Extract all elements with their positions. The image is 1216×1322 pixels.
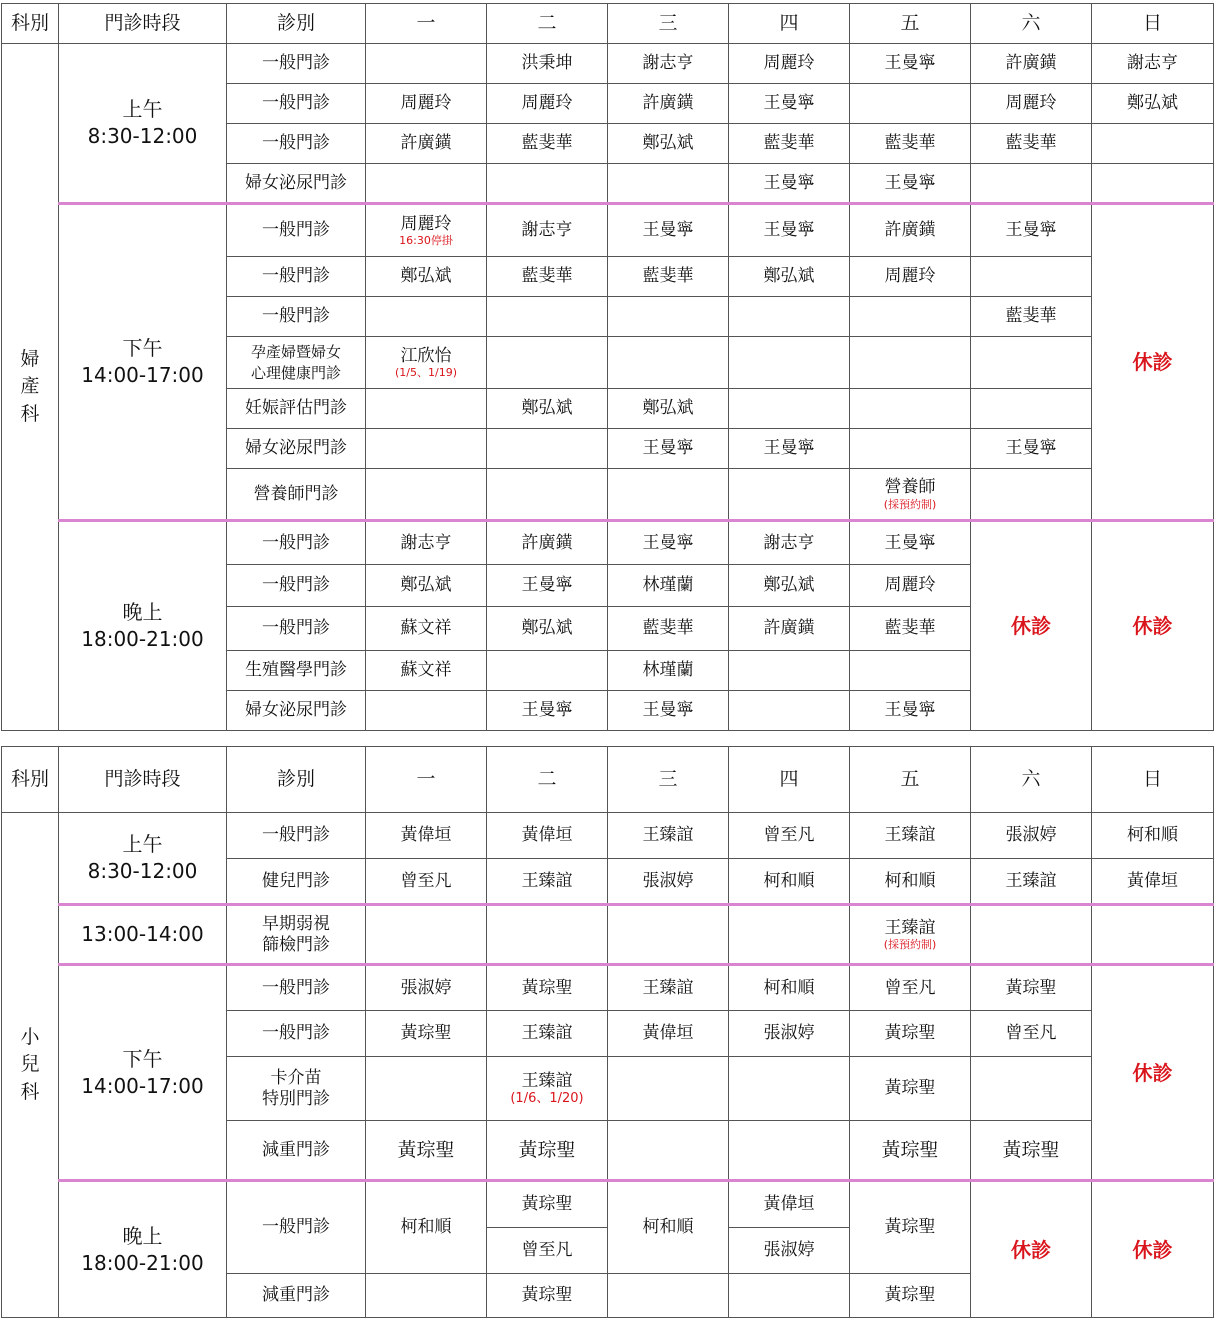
doctor-cell: 王曼寧 (729, 204, 850, 257)
doctor-cell (487, 905, 608, 965)
doctor-cell (729, 651, 850, 691)
doctor-cell: 謝志亨 (487, 204, 608, 257)
doctor-cell: 黃偉垣 (366, 813, 487, 859)
doctor-cell: 鄭弘斌 (487, 389, 608, 429)
clinic-type: 健兒門診 (227, 859, 366, 905)
doctor-cell: 周麗玲 (366, 84, 487, 124)
doctor-cell: 江欣怡 (1/5、1/19) (366, 337, 487, 389)
doctor-cell: 林瑾蘭 (608, 565, 729, 607)
doctor-cell (487, 164, 608, 204)
closed-cell: 休診 (1092, 965, 1214, 1181)
doctor-cell: 周麗玲 (971, 84, 1092, 124)
header-fri: 五 (850, 4, 971, 44)
header-sat: 六 (971, 747, 1092, 813)
doctor-cell: 黃琮聖 (850, 1057, 971, 1121)
doctor-cell: 柯和順 (729, 965, 850, 1011)
period-cell: 晚上 18:00-21:00 (59, 1181, 227, 1318)
doctor-cell: 柯和順 (608, 1181, 729, 1274)
doctor-cell: 王臻誼 (1/6、1/20) (487, 1057, 608, 1121)
doctor-cell: 藍斐華 (487, 124, 608, 164)
doctor-cell (608, 1057, 729, 1121)
header-period: 門診時段 (59, 747, 227, 813)
period-cell: 晚上 18:00-21:00 (59, 521, 227, 731)
doctor-cell (487, 337, 608, 389)
doctor-cell: 曾至凡 (487, 1227, 607, 1273)
clinic-type: 一般門診 (227, 84, 366, 124)
header-tue: 二 (487, 4, 608, 44)
doctor-cell (729, 297, 850, 337)
doctor-cell: 蘇文祥 (366, 607, 487, 651)
doctor-cell (487, 469, 608, 521)
doctor-cell: 王曼寧 (850, 691, 971, 731)
doctor-cell: 黃琮聖 (366, 1011, 487, 1057)
doctor-cell (608, 905, 729, 965)
doctor-cell (729, 905, 850, 965)
clinic-type: 生殖醫學門診 (227, 651, 366, 691)
header-row (2, 4, 1214, 44)
doctor-cell: 藍斐華 (971, 124, 1092, 164)
doctor-cell: 王曼寧 (608, 691, 729, 731)
doctor-cell: 鄭弘斌 (1092, 84, 1214, 124)
header-wed: 三 (608, 747, 729, 813)
doctor-cell (971, 164, 1092, 204)
note: (採預約制) (883, 938, 937, 952)
header-row (2, 747, 1214, 813)
doctor-cell: 柯和順 (850, 859, 971, 905)
doctor-cell: 周麗玲 (850, 565, 971, 607)
doctor-cell (366, 1057, 487, 1121)
clinic-type: 減重門診 (227, 1274, 366, 1318)
doctor-cell: 柯和順 (729, 859, 850, 905)
doctor-cell (729, 389, 850, 429)
doctor-cell: 謝志亨 (366, 521, 487, 565)
note: (採預約制) (883, 497, 937, 511)
doctor-cell (729, 337, 850, 389)
clinic-type: 婦女泌尿門診 (227, 164, 366, 204)
note: (1/5、1/19) (395, 366, 457, 380)
table-row (2, 813, 1214, 859)
doctor-cell: 周麗玲 16:30停掛 (366, 204, 487, 257)
doctor-cell: 王臻誼 (487, 859, 608, 905)
doctor-cell: 藍斐華 (729, 124, 850, 164)
header-mon: 一 (366, 747, 487, 813)
clinic-type: 一般門診 (227, 607, 366, 651)
doctor-cell: 張淑婷 (366, 965, 487, 1011)
clinic-type: 一般門診 (227, 204, 366, 257)
doctor-cell: 周麗玲 (729, 44, 850, 84)
doctor-cell: 許廣鐄 (850, 204, 971, 257)
doctor-cell (608, 337, 729, 389)
doctor-cell (971, 389, 1092, 429)
doctor-cell: 許廣鐄 (729, 607, 850, 651)
closed-cell: 休診 (1092, 1181, 1214, 1318)
doctor-cell-split (487, 1181, 608, 1274)
doctor-cell: 黃琮聖 (850, 1121, 971, 1181)
clinic-type: 婦女泌尿門診 (227, 691, 366, 731)
doctor-cell (487, 651, 608, 691)
doctor-cell: 黃琮聖 (850, 1274, 971, 1318)
doctor-cell (971, 469, 1092, 521)
clinic-type: 一般門診 (227, 521, 366, 565)
note: (1/6、1/20) (510, 1090, 584, 1106)
doctor-cell: 黃偉垣 (487, 813, 608, 859)
doctor-cell (608, 297, 729, 337)
doctor-cell: 張淑婷 (729, 1227, 849, 1273)
header-fri: 五 (850, 747, 971, 813)
period-cell: 13:00-14:00 (59, 905, 227, 965)
doctor-cell: 王曼寧 (487, 691, 608, 731)
doctor-cell: 許廣鐄 (608, 84, 729, 124)
note: 16:30停掛 (399, 234, 453, 248)
doctor-cell: 黃琮聖 (487, 1274, 608, 1318)
doctor-cell: 王臻誼 (608, 813, 729, 859)
doctor-cell: 王曼寧 (608, 429, 729, 469)
doctor-cell: 黃琮聖 (521, 1194, 573, 1215)
doctor-cell (971, 1057, 1092, 1121)
doctor-cell (487, 297, 608, 337)
closed-cell: 休診 (971, 521, 1092, 731)
doctor-cell: 黃偉垣 (1092, 859, 1214, 905)
doctor-cell: 王臻誼 (850, 813, 971, 859)
clinic-type: 營養師門診 (227, 469, 366, 521)
doctor-cell (366, 44, 487, 84)
header-sat: 六 (971, 4, 1092, 44)
doctor-cell: 鄭弘斌 (729, 257, 850, 297)
doctor-cell: 曾至凡 (971, 1011, 1092, 1057)
clinic-type: 一般門診 (227, 1181, 366, 1274)
doctor-cell: 王曼寧 (850, 164, 971, 204)
doctor-cell: 藍斐華 (850, 607, 971, 651)
doctor-cell (850, 389, 971, 429)
header-thu: 四 (729, 4, 850, 44)
clinic-type: 一般門診 (227, 44, 366, 84)
doctor-cell: 藍斐華 (608, 257, 729, 297)
doctor-cell (850, 651, 971, 691)
doctor-cell: 林瑾蘭 (608, 651, 729, 691)
doctor-cell: 黃琮聖 (850, 1011, 971, 1057)
doctor-cell: 鄭弘斌 (487, 607, 608, 651)
doctor-cell (850, 429, 971, 469)
doctor-cell: 王曼寧 (608, 521, 729, 565)
doctor-cell: 柯和順 (366, 1181, 487, 1274)
doctor-cell (971, 257, 1092, 297)
clinic-type: 一般門診 (227, 565, 366, 607)
doctor-cell (608, 1121, 729, 1181)
header-type: 診別 (227, 747, 366, 813)
doctor-cell: 曾至凡 (850, 965, 971, 1011)
doctor-cell: 藍斐華 (608, 607, 729, 651)
doctor-cell: 藍斐華 (487, 257, 608, 297)
doctor-cell: 周麗玲 (487, 84, 608, 124)
doctor-cell (366, 429, 487, 469)
doctor-cell: 藍斐華 (971, 297, 1092, 337)
doctor-cell: 黃琮聖 (850, 1181, 971, 1274)
clinic-type: 妊娠評估門診 (227, 389, 366, 429)
doctor-cell (608, 1274, 729, 1318)
doctor-cell: 謝志亨 (608, 44, 729, 84)
clinic-type: 婦女泌尿門診 (227, 429, 366, 469)
doctor-cell: 藍斐華 (850, 124, 971, 164)
table-row (2, 1181, 1214, 1274)
doctor-cell (1092, 124, 1214, 164)
doctor-cell (729, 691, 850, 731)
clinic-type: 一般門診 (227, 257, 366, 297)
header-dept: 科別 (2, 4, 59, 44)
doctor-cell (608, 164, 729, 204)
header-dept: 科別 (2, 747, 59, 813)
doctor-cell: 黃偉垣 (608, 1011, 729, 1057)
header-mon: 一 (366, 4, 487, 44)
doctor-cell (850, 84, 971, 124)
doctor-cell (366, 469, 487, 521)
doctor-cell: 營養師 (採預約制) (850, 469, 971, 521)
header-type: 診別 (227, 4, 366, 44)
doctor-cell: 王曼寧 (487, 565, 608, 607)
table-row (2, 965, 1214, 1011)
doctor-cell: 周麗玲 (850, 257, 971, 297)
doctor-cell (729, 1121, 850, 1181)
doctor-cell: 王臻誼 (608, 965, 729, 1011)
closed-cell: 休診 (1092, 521, 1214, 731)
doctor-cell (366, 691, 487, 731)
doctor-cell: 王曼寧 (729, 84, 850, 124)
clinic-type: 早期弱視 篩檢門診 (227, 905, 366, 965)
doctor-cell (729, 1057, 850, 1121)
obgyn-schedule-table (1, 3, 1214, 731)
doctor-cell: 鄭弘斌 (608, 124, 729, 164)
clinic-type: 一般門診 (227, 1011, 366, 1057)
period-cell: 上午 8:30-12:00 (59, 44, 227, 204)
doctor-cell (1092, 905, 1214, 965)
doctor-cell: 張淑婷 (971, 813, 1092, 859)
period-cell: 上午 8:30-12:00 (59, 813, 227, 905)
doctor-cell: 柯和順 (1092, 813, 1214, 859)
doctor-cell (1092, 164, 1214, 204)
period-cell: 下午 14:00-17:00 (59, 204, 227, 521)
closed-cell: 休診 (1092, 204, 1214, 521)
doctor-cell: 王臻誼 (採預約制) (850, 905, 971, 965)
doctor-cell (729, 1274, 850, 1318)
doctor-cell (608, 469, 729, 521)
doctor-cell (366, 1274, 487, 1318)
doctor-cell: 黃琮聖 (971, 1121, 1092, 1181)
closed-cell: 休診 (971, 1181, 1092, 1318)
doctor-cell: 王曼寧 (608, 204, 729, 257)
doctor-cell: 許廣鐄 (366, 124, 487, 164)
dept-cell: 婦 產 科 (2, 44, 59, 731)
clinic-type: 一般門診 (227, 297, 366, 337)
clinic-type: 一般門診 (227, 813, 366, 859)
doctor-cell: 王曼寧 (850, 44, 971, 84)
doctor-cell: 許廣鐄 (487, 521, 608, 565)
table-row (2, 905, 1214, 965)
doctor-cell: 黃偉垣 (763, 1194, 815, 1215)
period-cell: 下午 14:00-17:00 (59, 965, 227, 1181)
doctor-cell: 張淑婷 (608, 859, 729, 905)
doctor-cell: 王曼寧 (729, 164, 850, 204)
doctor-cell: 鄭弘斌 (366, 257, 487, 297)
doctor-cell: 王臻誼 (971, 859, 1092, 905)
doctor-cell (366, 389, 487, 429)
clinic-type: 卡介苗 特別門診 (227, 1057, 366, 1121)
doctor-cell: 黃琮聖 (366, 1121, 487, 1181)
doctor-cell: 鄭弘斌 (366, 565, 487, 607)
pediatrics-schedule-table (1, 746, 1214, 1318)
doctor-cell: 王曼寧 (971, 204, 1092, 257)
doctor-cell: 鄭弘斌 (729, 565, 850, 607)
header-tue: 二 (487, 747, 608, 813)
doctor-cell: 王曼寧 (971, 429, 1092, 469)
doctor-cell (366, 905, 487, 965)
header-sun: 日 (1092, 4, 1214, 44)
doctor-cell: 黃琮聖 (487, 965, 608, 1011)
table-row (2, 204, 1214, 257)
doctor-cell: 洪秉坤 (487, 44, 608, 84)
table-row (2, 44, 1214, 84)
doctor-cell (366, 164, 487, 204)
doctor-cell: 鄭弘斌 (608, 389, 729, 429)
doctor-cell (729, 469, 850, 521)
doctor-cell: 曾至凡 (366, 859, 487, 905)
doctor-cell-split (729, 1181, 850, 1274)
doctor-cell: 黃琮聖 (971, 965, 1092, 1011)
header-thu: 四 (729, 747, 850, 813)
doctor-cell (366, 297, 487, 337)
doctor-cell: 張淑婷 (729, 1011, 850, 1057)
header-period: 門診時段 (59, 4, 227, 44)
doctor-cell (850, 297, 971, 337)
doctor-cell: 黃琮聖 (487, 1121, 608, 1181)
doctor-cell: 許廣鐄 (971, 44, 1092, 84)
doctor-cell (971, 905, 1092, 965)
doctor-cell (850, 337, 971, 389)
clinic-type: 孕產婦暨婦女 心理健康門診 (227, 337, 366, 389)
header-sun: 日 (1092, 747, 1214, 813)
doctor-cell (487, 429, 608, 469)
doctor-cell: 謝志亨 (729, 521, 850, 565)
clinic-type: 一般門診 (227, 965, 366, 1011)
header-wed: 三 (608, 4, 729, 44)
doctor-cell (971, 337, 1092, 389)
doctor-cell: 王臻誼 (487, 1011, 608, 1057)
doctor-cell: 王曼寧 (729, 429, 850, 469)
dept-cell: 小 兒 科 (2, 813, 59, 1318)
doctor-cell: 謝志亨 (1092, 44, 1214, 84)
doctor-cell: 王曼寧 (850, 521, 971, 565)
clinic-type: 一般門診 (227, 124, 366, 164)
clinic-type: 減重門診 (227, 1121, 366, 1181)
doctor-cell: 曾至凡 (729, 813, 850, 859)
doctor-cell: 蘇文祥 (366, 651, 487, 691)
table-row (2, 521, 1214, 565)
